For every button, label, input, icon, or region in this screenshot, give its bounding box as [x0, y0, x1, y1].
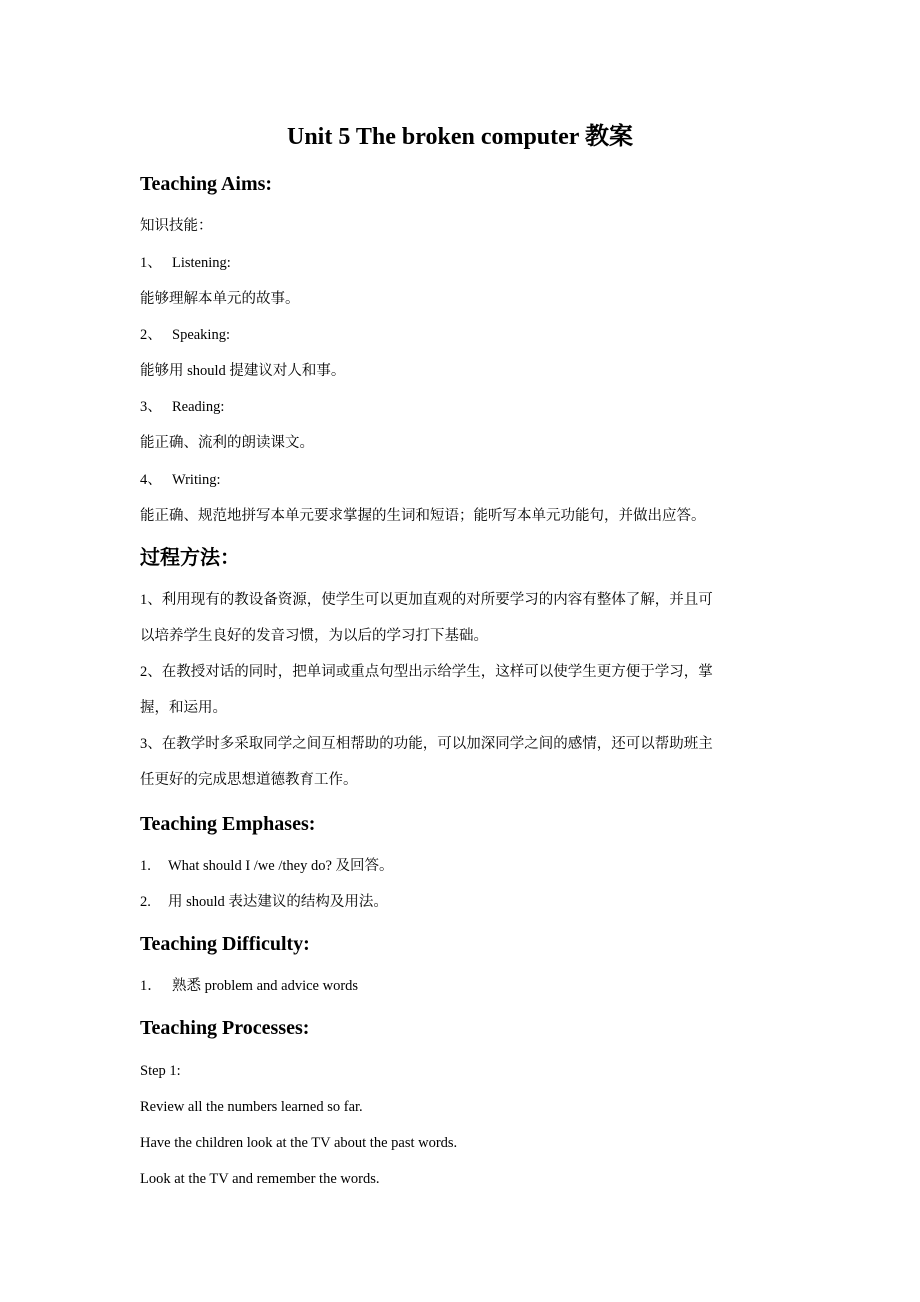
- emphasis-text: What should I /we /they do? 及回答。: [168, 858, 394, 874]
- aim-label: Writing:: [172, 472, 221, 488]
- aim-number: 3、: [140, 399, 162, 415]
- processes-line: Review all the numbers learned so far.: [140, 1099, 363, 1115]
- process-line: 2、在教授对话的同时，把单词或重点句型出示给学生，这样可以使学生更方便于学习，掌: [140, 664, 713, 680]
- aim-number: 1、: [140, 255, 162, 271]
- emphasis-item: [140, 892, 388, 912]
- heading-teaching-processes: Teaching Processes:: [140, 1017, 310, 1039]
- processes-line: Look at the TV and remember the words.: [140, 1171, 380, 1187]
- aim-item-writing: [140, 470, 221, 490]
- processes-line: Have the children look at the TV about the past words.: [140, 1135, 458, 1151]
- aim-item-speaking: [140, 325, 230, 345]
- aims-subheading: 知识技能：: [140, 218, 213, 234]
- processes-line: Step 1:: [140, 1063, 181, 1079]
- emphasis-number: 2.: [140, 894, 151, 910]
- heading-process-methods: 过程方法：: [140, 545, 240, 569]
- aim-desc: 能够理解本单元的故事。: [140, 291, 300, 307]
- process-line: 3、在教学时多采取同学之间互相帮助的功能，可以加深同学之间的感情，还可以帮助班主: [140, 736, 713, 752]
- heading-teaching-difficulty: Teaching Difficulty:: [140, 933, 310, 955]
- difficulty-text: 熟悉 problem and advice words: [172, 978, 359, 994]
- aim-item-reading: [140, 397, 224, 417]
- document-title: Unit 5 The broken computer 教案: [286, 124, 634, 150]
- emphasis-number: 1.: [140, 858, 151, 874]
- difficulty-number: 1．: [140, 978, 162, 994]
- aim-label: Listening:: [172, 255, 231, 271]
- aim-number: 4、: [140, 472, 162, 488]
- heading-teaching-emphases: Teaching Emphases:: [140, 813, 316, 835]
- aim-label: Speaking:: [172, 327, 230, 343]
- aim-desc: 能正确、流利的朗读课文。: [140, 435, 314, 451]
- difficulty-item: [140, 976, 358, 996]
- aim-label: Reading:: [172, 399, 225, 415]
- process-line: 以培养学生良好的发音习惯，为以后的学习打下基础。: [140, 628, 488, 644]
- aim-desc: 能正确、规范地拼写本单元要求掌握的生词和短语；能听写本单元功能句，并做出应答。: [140, 508, 706, 524]
- process-line: 任更好的完成思想道德教育工作。: [140, 772, 358, 788]
- heading-teaching-aims: Teaching Aims:: [140, 173, 273, 195]
- emphasis-text: 用 should 表达建议的结构及用法。: [168, 894, 388, 910]
- process-line: 1、利用现有的教设备资源，使学生可以更加直观的对所要学习的内容有整体了解，并且可: [140, 592, 713, 608]
- process-line: 握，和运用。: [140, 700, 227, 716]
- emphasis-item: [140, 856, 394, 876]
- aim-item-listening: [140, 253, 231, 273]
- aim-desc: 能够用 should 提建议对人和事。: [140, 363, 346, 379]
- aim-number: 2、: [140, 327, 162, 343]
